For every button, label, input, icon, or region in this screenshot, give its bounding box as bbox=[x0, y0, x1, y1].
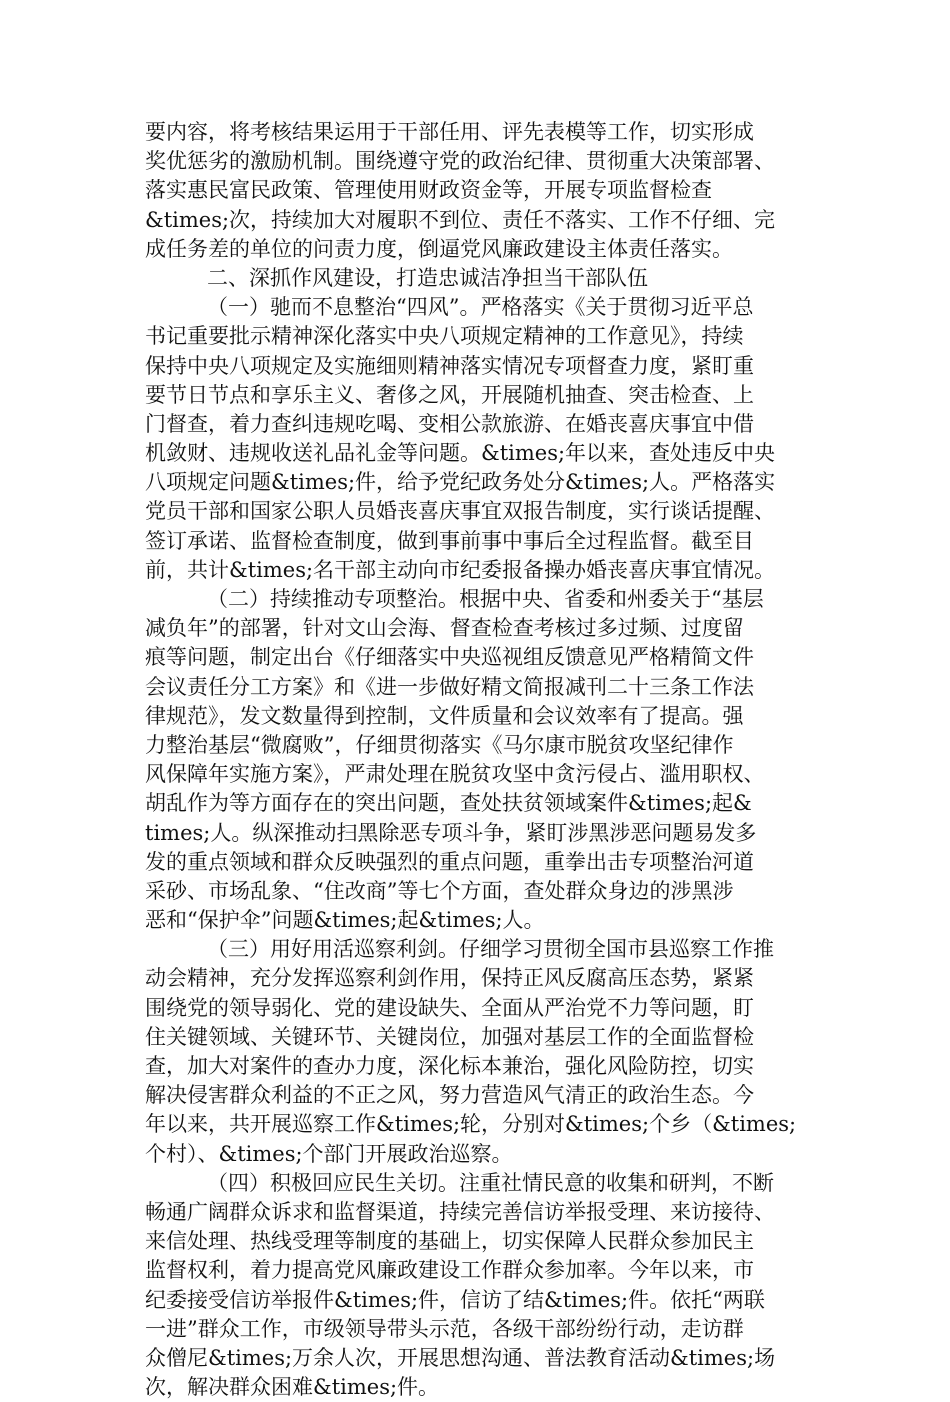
text-line: 年以来，共开展巡察工作&times;轮，分别对&times;个乡（&times; bbox=[145, 1112, 797, 1137]
text-line: 书记重要批示精神深化落实中央八项规定精神的工作意见》，持续 bbox=[145, 324, 744, 349]
text-line: 八项规定问题&times;件，给予党纪政务处分&times;人。严格落实 bbox=[145, 470, 776, 495]
text-line: 次，解决群众困难&times;件。 bbox=[145, 1375, 440, 1400]
section-heading: 二、深抓作风建设，打造忠诚洁净担当干部队伍 bbox=[207, 265, 648, 290]
text-line: 监督权利，着力提高党风廉政建设工作群众参加率。今年以来，市 bbox=[145, 1258, 754, 1283]
text-line: 机敛财、违规收送礼品礼金等问题。&times;年以来，查处违反中央 bbox=[145, 441, 776, 466]
paragraph-start: （二）持续推动专项整治。根据中央、省委和州委关于“基层 bbox=[207, 587, 764, 611]
paragraph-start: （三）用好用活巡察利剑。仔细学习贯彻全国市县巡察工作推 bbox=[207, 937, 774, 962]
text-line: 力整治基层“微腐败”，仔细贯彻落实《马尔康市脱贫攻坚纪律作 bbox=[145, 732, 734, 757]
text-line: times;人。纵深推动扫黑除恶专项斗争，紧盯涉黑涉恶问题易发多 bbox=[145, 820, 757, 845]
text-line: 畅通广阔群众诉求和监督渠道，持续完善信访举报受理、来访接待、 bbox=[145, 1199, 775, 1224]
text-line: 动会精神，充分发挥巡察利剑作用，保持正风反腐高压态势，紧紧 bbox=[145, 966, 754, 991]
text-line: 一进”群众工作，市级领导带头示范，各级干部纷纷行动，走访群 bbox=[145, 1316, 744, 1341]
text-line: 成任务差的单位的问责力度，倒逼党风廉政建设主体责任落实。 bbox=[145, 236, 733, 261]
text-line: 减负年”的部署，针对文山会海、督查检查考核过多过频、过度留 bbox=[145, 616, 744, 641]
text-line: 恶和“保护伞”问题&times;起&times;人。 bbox=[145, 908, 545, 933]
text-line: 住关键领域、关键环节、关键岗位，加强对基层工作的全面监督检 bbox=[145, 1024, 754, 1049]
text-line: 奖优惩劣的激励机制。围绕遵守党的政治纪律、贯彻重大决策部署、 bbox=[145, 149, 775, 174]
text-line: 要内容，将考核结果运用于干部任用、评先表模等工作，切实形成 bbox=[145, 120, 754, 144]
text-line: 围绕党的领导弱化、党的建设缺失、全面从严治党不力等问题，盯 bbox=[145, 995, 754, 1020]
text-line: 解决侵害群众利益的不正之风，努力营造风气清正的政治生态。今 bbox=[145, 1083, 754, 1108]
text-line: 风保障年实施方案》，严肃处理在脱贫攻坚中贪污侵占、滥用职权、 bbox=[145, 762, 765, 787]
text-line: 发的重点领域和群众反映强烈的重点问题，重拳出击专项整治河道 bbox=[145, 849, 754, 874]
paragraph-start: （四）积极回应民生关切。注重社情民意的收集和研判，不断 bbox=[207, 1170, 774, 1195]
text-line: 前，共计&times;名干部主动向市纪委报备操办婚丧喜庆事宜情况。 bbox=[145, 557, 776, 582]
text-line: 个村）、&times;个部门开展政治巡察。 bbox=[145, 1141, 513, 1166]
text-line: 律规范》，发文数量得到控制，文件质量和会议效率有了提高。强 bbox=[145, 703, 744, 728]
text-line: &times;次，持续加大对履职不到位、责任不落实、工作不仔细、完 bbox=[145, 207, 776, 232]
text-line: 纪委接受信访举报件&times;件，信访了结&times;件。依托“两联 bbox=[145, 1287, 765, 1312]
text-line: 痕等问题，制定出台《仔细落实中央巡视组反馈意见严格精简文件 bbox=[145, 645, 754, 670]
text-line: 采砂、市场乱象、“住改商”等七个方面，查处群众身边的涉黑涉 bbox=[145, 878, 734, 903]
text-line: 会议责任分工方案》和《进一步做好精文简报减刊二十三条工作法 bbox=[145, 674, 754, 699]
text-line: 众僧尼&times;万余人次，开展思想沟通、普法教育活动&times;场 bbox=[145, 1345, 776, 1370]
text-line: 要节日节点和享乐主义、奢侈之风，开展随机抽查、突击检查、上 bbox=[145, 382, 754, 407]
document-page bbox=[145, 118, 805, 1402]
text-line: 查，加大对案件的查办力度，深化标本兼治，强化风险防控，切实 bbox=[145, 1054, 754, 1078]
text-line: 门督查，着力查纠违规吃喝、变相公款旅游、在婚丧喜庆事宜中借 bbox=[145, 411, 754, 436]
text-line: 落实惠民富民政策、管理使用财政资金等，开展专项监督检查 bbox=[145, 178, 712, 203]
text-line: 签订承诺、监督检查制度，做到事前事中事后全过程监督。截至目 bbox=[145, 528, 754, 553]
paragraph-start: （一）驰而不息整治“四风”。严格落实《关于贯彻习近平总 bbox=[207, 295, 754, 320]
text-line: 来信处理、热线受理等制度的基础上，切实保障人民群众参加民主 bbox=[145, 1229, 754, 1254]
text-line: 党员干部和国家公职人员婚丧喜庆事宜双报告制度，实行谈话提醒、 bbox=[145, 499, 775, 524]
text-line: 胡乱作为等方面存在的突出问题，查处扶贫领域案件&times;起& bbox=[145, 791, 752, 816]
text-line: 保持中央八项规定及实施细则精神落实情况专项督查力度，紧盯重 bbox=[145, 353, 754, 378]
